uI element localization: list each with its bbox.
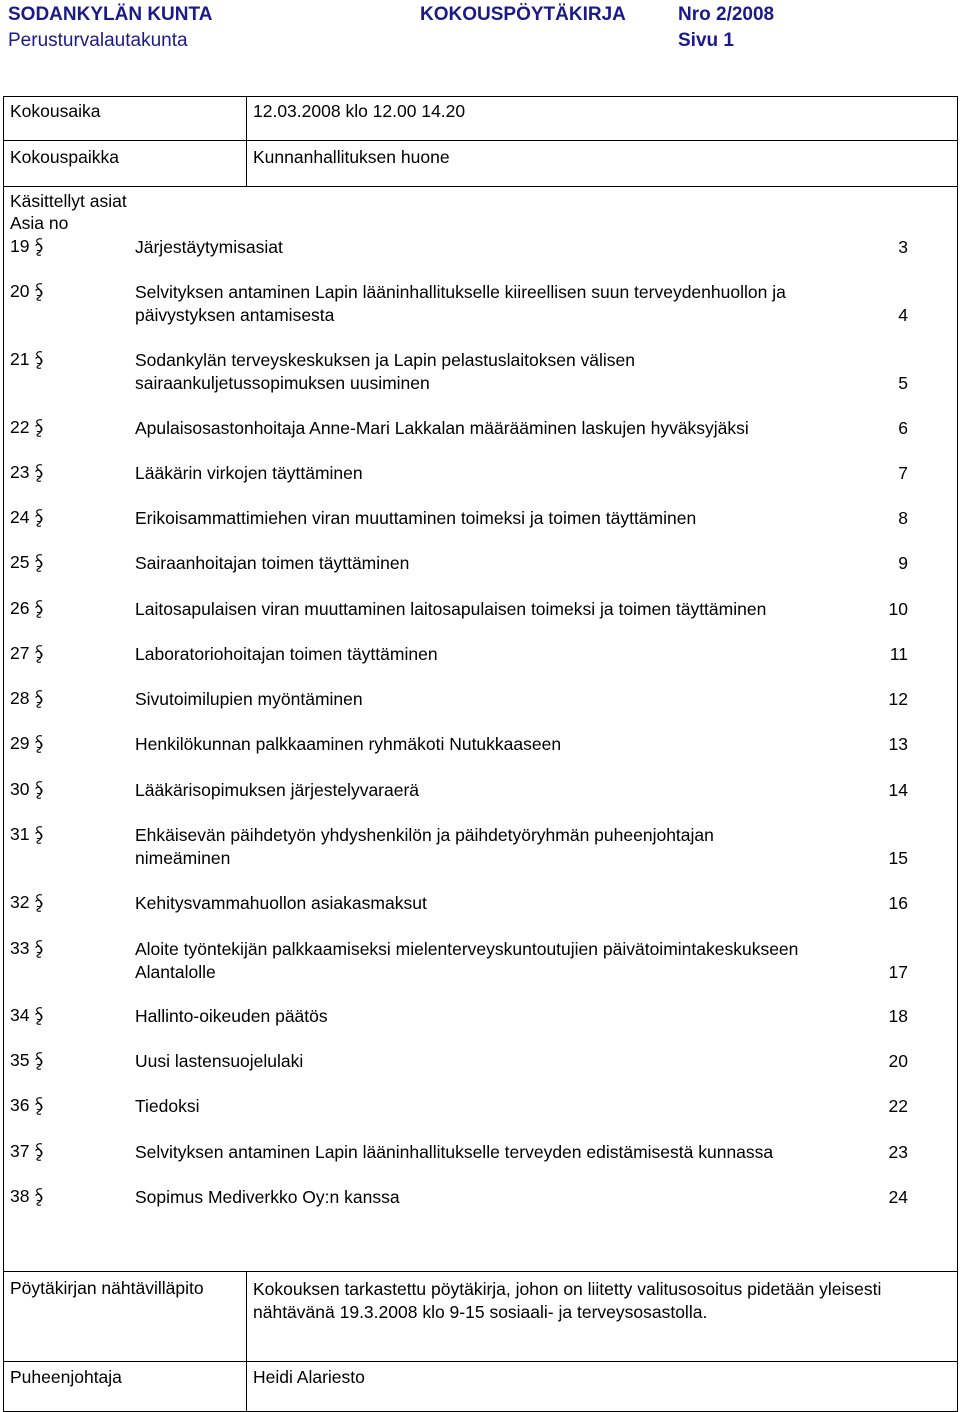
section-sign-icon	[32, 418, 46, 438]
agenda-item-page: 23	[888, 1142, 908, 1162]
agenda-item-title: Selvityksen antaminen Lapin lääninhallitukselle kiireellisen suun terveydenhuollon ja päivystyksen antamisesta	[135, 282, 786, 325]
agenda-item-title: Erikoisammattimiehen viran muuttaminen toimeksi ja toimen täyttäminen	[135, 508, 697, 528]
section-sign-icon	[32, 1142, 46, 1162]
section-sign-icon	[32, 282, 46, 302]
agenda-item-title: Hallinto-oikeuden päätös	[135, 1006, 328, 1026]
agenda-item-title: Kehitysvammahuollon asiakasmaksut	[135, 893, 427, 913]
agenda-item-number: 37	[10, 1141, 30, 1161]
section-sign-icon	[32, 734, 46, 754]
agenda-item-number: 31	[10, 824, 30, 844]
section-sign-icon	[32, 1006, 46, 1026]
document-type: KOKOUSPÖYTÄKIRJA	[420, 4, 626, 25]
agenda-item-number: 32	[10, 892, 30, 912]
agenda-heading: Käsittellyt asiat	[10, 191, 127, 211]
agenda-item-page: 7	[898, 463, 908, 483]
section-sign-icon	[32, 939, 46, 959]
page-number: Sivu 1	[678, 30, 734, 51]
section-sign-icon	[32, 1187, 46, 1207]
agenda-item-title: Sivutoimilupien myöntäminen	[135, 689, 363, 709]
section-sign-icon	[32, 1096, 46, 1116]
meeting-place-label: Kokouspaikka	[10, 147, 119, 167]
agenda-item-number: 29	[10, 733, 30, 753]
meeting-time-label: Kokousaika	[10, 101, 101, 121]
agenda-item-page: 5	[898, 372, 908, 393]
footer-top-line	[3, 1271, 958, 1272]
section-sign-icon	[32, 463, 46, 483]
section-sign-icon	[32, 893, 46, 913]
agenda-item-title: Selvityksen antaminen Lapin lääninhallitukselle terveyden edistämisestä kunnassa	[135, 1142, 774, 1162]
agenda-item-page: 13	[888, 734, 908, 754]
agenda-item-title: Sopimus Mediverkko Oy:n kanssa	[135, 1187, 400, 1207]
agenda-item-number: 19	[10, 236, 30, 256]
agenda-item-number: 24	[10, 507, 30, 527]
section-sign-icon	[32, 508, 46, 528]
agenda-item-number: 38	[10, 1186, 30, 1206]
agenda-item-title: Laitosapulaisen viran muuttaminen laitosapulaisen toimeksi ja toimen täyttäminen	[135, 599, 767, 619]
agenda-item-page: 10	[888, 599, 908, 619]
agenda-item-title: Sodankylän terveyskeskuksen ja Lapin pelastuslaitoksen välisen sairaankuljetussopimuksen uusiminen	[135, 350, 636, 393]
agenda-item-title: Lääkärin virkojen täyttäminen	[135, 463, 363, 483]
meeting-place-value: Kunnanhallituksen huone	[253, 147, 450, 167]
committee-name: Perusturvalautakunta	[8, 30, 188, 51]
agenda-item-title: Uusi lastensuojelulaki	[135, 1051, 304, 1071]
agenda-item-page: 20	[888, 1051, 908, 1071]
agenda-item-page: 15	[888, 847, 908, 868]
agenda-subheading: Asia no	[10, 213, 69, 233]
agenda-item-number: 27	[10, 643, 30, 663]
display-label: Pöytäkirjan nähtävilläpito	[10, 1278, 204, 1298]
agenda-item-title: Laboratoriohoitajan toimen täyttäminen	[135, 644, 438, 664]
agenda-item-number: 22	[10, 417, 30, 437]
chair-name: Heidi Alariesto	[253, 1367, 365, 1387]
agenda-item-number: 26	[10, 598, 30, 618]
agenda-item-page: 14	[888, 780, 908, 800]
section-sign-icon	[32, 599, 46, 619]
agenda-item-title: Järjestäytymisasiat	[135, 237, 283, 257]
agenda-item-number: 34	[10, 1005, 30, 1025]
agenda-item-number: 21	[10, 349, 30, 369]
agenda-item-number: 35	[10, 1050, 30, 1070]
agenda-item-page: 22	[888, 1096, 908, 1116]
section-sign-icon	[32, 237, 46, 257]
section-sign-icon	[32, 689, 46, 709]
agenda-item-title: Henkilökunnan palkkaaminen ryhmäkoti Nutukkaaseen	[135, 734, 562, 754]
agenda-item-title: Sairaanhoitajan toimen täyttäminen	[135, 553, 410, 573]
agenda-item-title: Ehkäisevän päihdetyön yhdyshenkilön ja päihdetyöryhmän puheenjohtajan nimeäminen	[135, 825, 714, 868]
agenda-item-page: 24	[888, 1187, 908, 1207]
chair-label: Puheenjohtaja	[10, 1367, 122, 1387]
agenda-item-page: 3	[898, 237, 908, 257]
agenda-item-page: 18	[888, 1006, 908, 1026]
agenda-item-number: 25	[10, 552, 30, 572]
agenda-item-number: 33	[10, 938, 30, 958]
agenda-item-page: 9	[898, 553, 908, 573]
agenda-item-page: 17	[888, 961, 908, 982]
meeting-info-divider	[246, 96, 247, 186]
agenda-item-title: Lääkärisopimuksen järjestelyvaraerä	[135, 780, 420, 800]
agenda-item-page: 12	[888, 689, 908, 709]
section-sign-icon	[32, 644, 46, 664]
agenda-item-number: 30	[10, 779, 30, 799]
agenda-item-title: Apulaisosastonhoitaja Anne-Mari Lakkalan määrääminen laskujen hyväksyjäksi	[135, 418, 749, 438]
meeting-info-bottom-line	[3, 186, 958, 187]
agenda-item-number: 20	[10, 281, 30, 301]
section-sign-icon	[32, 350, 46, 370]
section-sign-icon	[32, 553, 46, 573]
document-header	[8, 4, 948, 54]
agenda-item-number: 36	[10, 1095, 30, 1115]
display-text: Kokouksen tarkastettu pöytäkirja, johon on liitetty valitusosoitus pidetään yleisesti nähtävänä 19.3.2008 klo 9-15 sosiaali- ja terveysosastolla.	[253, 1279, 882, 1322]
agenda-item-page: 4	[898, 304, 908, 325]
section-sign-icon	[32, 825, 46, 845]
municipality-name: SODANKYLÄN KUNTA	[8, 4, 213, 25]
agenda-item-page: 11	[889, 644, 908, 664]
meeting-info-row-line	[3, 140, 958, 141]
agenda-item-number: 28	[10, 688, 30, 708]
section-sign-icon	[32, 1051, 46, 1071]
agenda-item-page: 8	[898, 508, 908, 528]
document-number: Nro 2/2008	[678, 4, 775, 25]
agenda-item-title: Tiedoksi	[135, 1096, 200, 1116]
meeting-time-value: 12.03.2008 klo 12.00 14.20	[253, 101, 466, 121]
agenda-item-page: 6	[898, 418, 908, 438]
agenda-item-page: 16	[888, 893, 908, 913]
footer-divider	[246, 1271, 247, 1412]
agenda-item-number: 23	[10, 462, 30, 482]
footer-middle-line	[3, 1361, 958, 1362]
section-sign-icon	[32, 780, 46, 800]
agenda-item-title: Aloite työntekijän palkkaamiseksi mielenterveyskuntoutujien päivätoimintakeskukseen Alantalolle	[135, 939, 799, 982]
